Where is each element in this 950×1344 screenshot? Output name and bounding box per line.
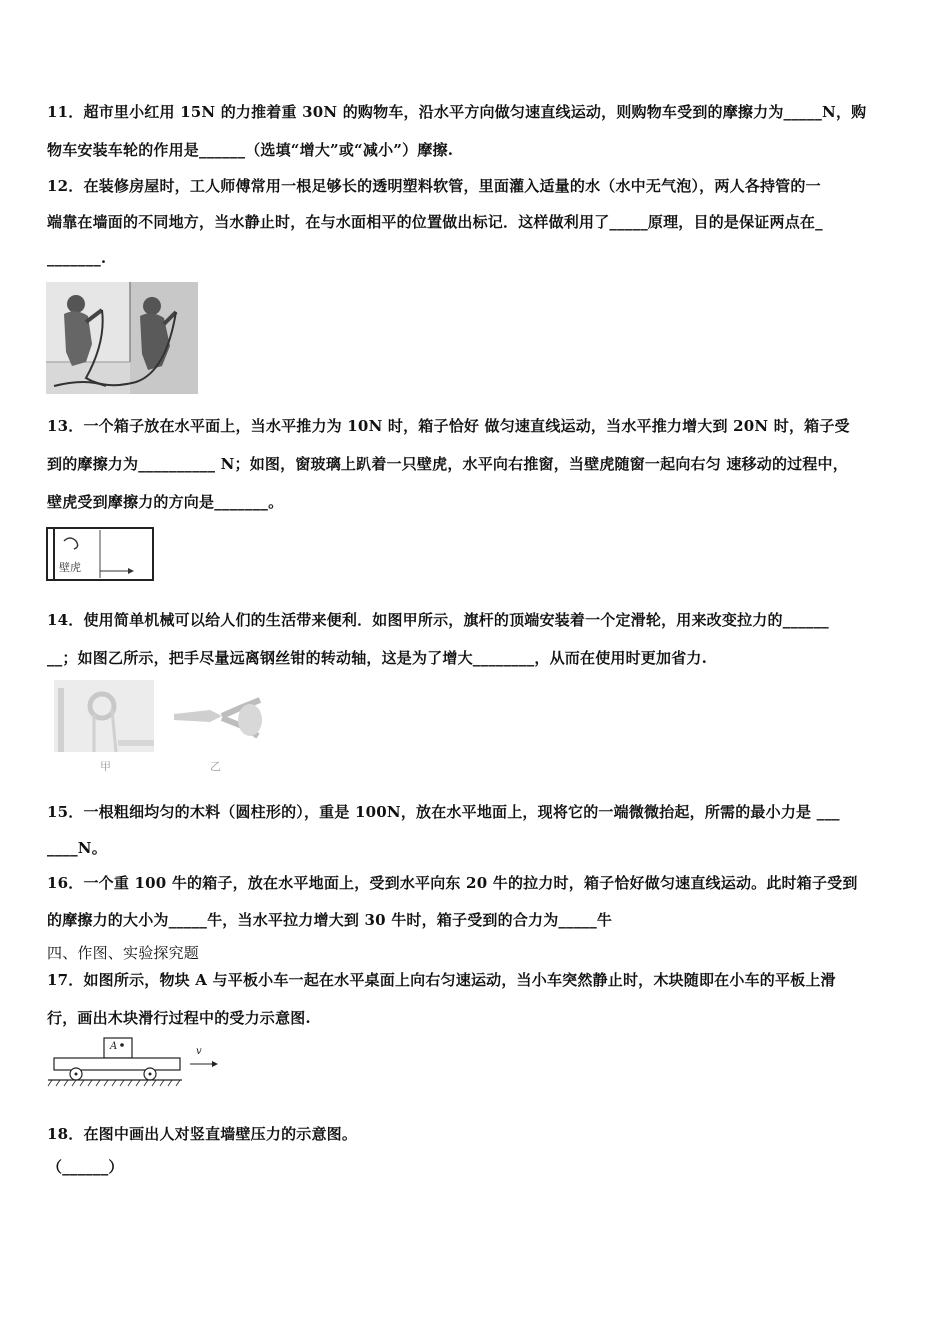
q15-line1: 15．一根粗细均匀的木料（圆柱形的），重是 100N，放在水平地面上，现将它的一端微微抬起，所需的最小力是 ___ — [47, 803, 840, 821]
q14-pliers-figure — [170, 692, 266, 773]
q11-line1: 11．超市里小红用 15N 的力推着重 30N 的购物车，沿水平方向做匀速直线运动，则购物车受到的摩擦力为_____N，购 — [47, 103, 867, 121]
q14-flagpole-figure — [54, 680, 154, 773]
q12-line3: _______. — [47, 249, 107, 267]
q13-gecko-window-figure — [46, 527, 154, 581]
q12-line1: 12．在装修房屋时，工人师傅常用一根足够长的透明塑料软管，里面灌入适量的水（水中无气泡），两人各持管的一 — [47, 177, 821, 195]
q15-line2: ____N。 — [47, 839, 107, 857]
q14-fig-b-label: 乙 — [210, 760, 221, 773]
q13-line2: 到的摩擦力为__________ N；如图，窗玻璃上趴着一只壁虎，水平向右推窗，当壁虎随窗一起向右匀 速移动的过程中， — [47, 455, 848, 473]
q11-line2: 物车安装车轮的作用是______（选填“增大”或“减小”）摩擦. — [47, 141, 454, 159]
q17-block-label: A — [110, 1041, 118, 1052]
q14-line1: 14．使用简单机械可以给人们的生活带来便利．如图甲所示，旗杆的顶端安装着一个定滑轮，用来改变拉力的______ — [47, 611, 829, 629]
q17-line2: 行，画出木块滑行过程中的受力示意图. — [47, 1009, 311, 1027]
q12-workers-figure — [46, 282, 198, 394]
q12-line2: 端靠在墙面的不同地方，当水静止时，在与水面相平的位置做出标记．这样做利用了_____原理，目的是保证两点在_ — [47, 213, 823, 231]
q14-fig-a-label: 甲 — [100, 760, 111, 773]
section4-title: 四、作图、实验探究题 — [47, 944, 200, 962]
q17-velocity-label: v — [196, 1046, 202, 1057]
q16-line2: 的摩擦力的大小为_____牛，当水平拉力增大到 30 牛时，箱子受到的合力为_____牛 — [47, 911, 613, 929]
q13-line1: 13．一个箱子放在水平面上，当水平推力为 10N 时，箱子恰好 做匀速直线运动，当水平推力增大到 20N 时，箱子受 — [47, 417, 850, 435]
q17-cart-figure — [46, 1036, 222, 1088]
q13-gecko-label: 壁虎 — [59, 561, 81, 574]
q13-line3: 壁虎受到摩擦力的方向是_______。 — [47, 493, 284, 511]
q18-line1: 18．在图中画出人对竖直墙壁压力的示意图。 — [47, 1125, 358, 1143]
q18-line2: （______） — [47, 1158, 124, 1176]
q16-line1: 16．一个重 100 牛的箱子，放在水平地面上，受到水平向东 20 牛的拉力时，箱子恰好做匀速直线运动。此时箱子受到 — [47, 874, 858, 892]
q14-line2: __；如图乙所示，把手尽量远离钢丝钳的转动轴，这是为了增大________，从而在使用时更加省力. — [47, 649, 708, 667]
q17-line1: 17．如图所示，物块 A 与平板小车一起在水平桌面上向右匀速运动，当小车突然静止时，木块随即在小车的平板上滑 — [47, 971, 836, 989]
